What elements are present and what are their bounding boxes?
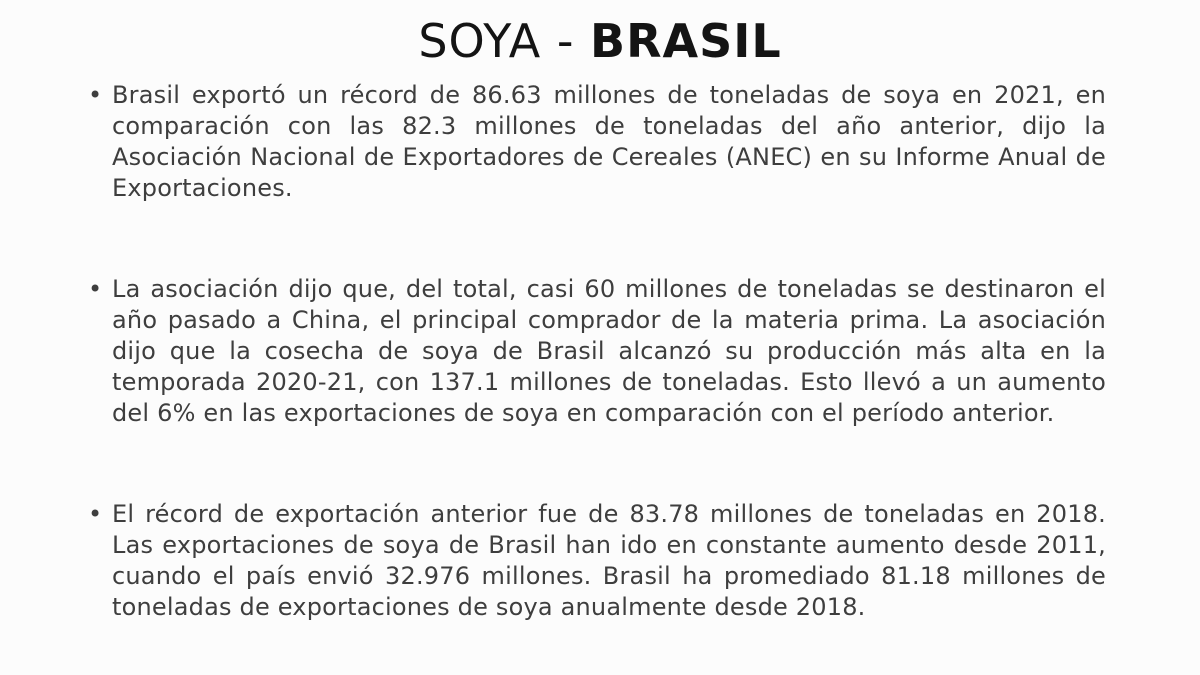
bullet-icon: • — [88, 500, 103, 528]
page-title — [0, 13, 1200, 68]
bullet-icon: • — [88, 81, 103, 109]
bullet-text: La asociación dijo que, del total, casi 60 millones de toneladas se destinaron el año pasado a China, el principal comprador de la materia prima. La asociación dijo que la cosecha de soya de Brasil alcanzó su producción más alta en la temporada 2020-21, con 137.1 millones de toneladas. Esto llevó a un aumento del 6% en las exportaciones de soya en comparación con el período anterior. — [112, 275, 1106, 427]
page-title-bold: BRASIL — [590, 13, 782, 68]
list-item — [86, 274, 1106, 429]
bullet-text: Brasil exportó un récord de 86.63 millones de toneladas de soya en 2021, en comparación con las 82.3 millones de toneladas del año anterior, dijo la Asociación Nacional de Exportadores de Cereales (ANEC) en su Informe Anual de Exportaciones. — [112, 81, 1106, 202]
page-title-regular: SOYA - — [418, 13, 591, 68]
bullet-icon: • — [88, 275, 103, 303]
bullet-text: El récord de exportación anterior fue de 83.78 millones de toneladas en 2018. Las exportaciones de soya de Brasil han ido en constante aumento desde 2011, cuando el país envió 32.976 millones. Brasil ha promediado 81.18 millones de toneladas de exportaciones de soya anualmente desde 2018. — [112, 500, 1106, 621]
list-item — [86, 80, 1106, 204]
bullet-list — [86, 80, 1106, 675]
list-item — [86, 499, 1106, 623]
